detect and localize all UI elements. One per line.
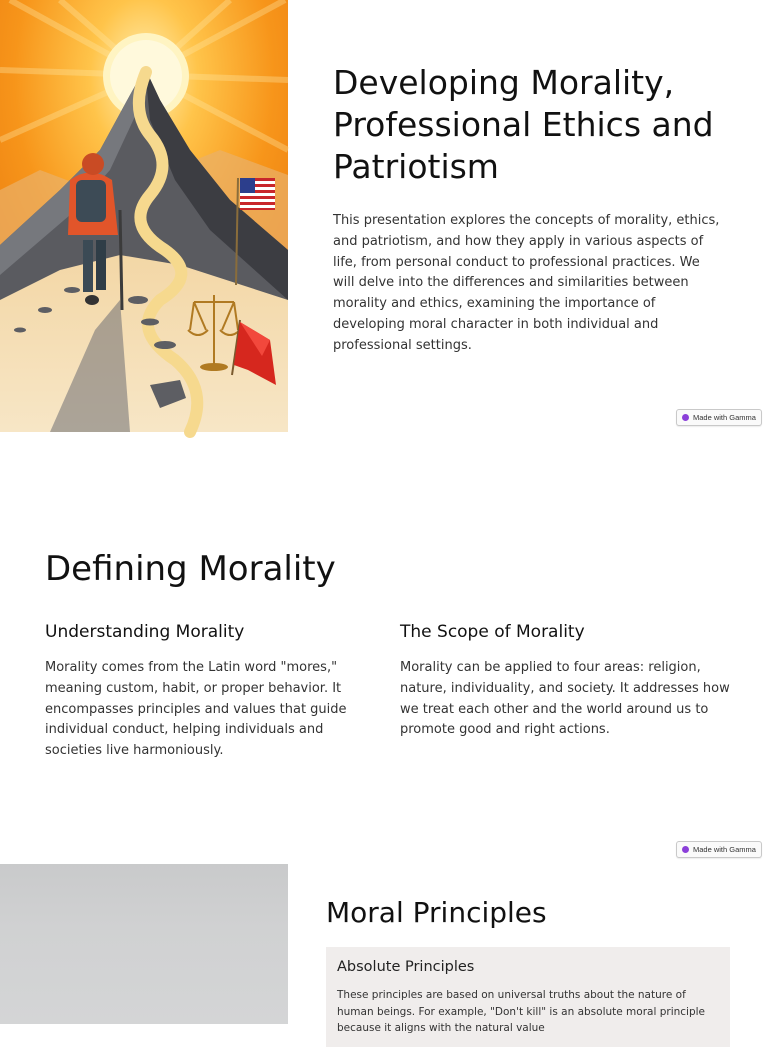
column-text-understanding: Morality comes from the Latin word "mores," meaning custom, habit, or proper behavior. It encompasses principles and values that guide individual conduct, helping individuals and societies live harmoniously. xyxy=(45,660,347,759)
column-heading-scope: The Scope of Morality xyxy=(400,622,585,642)
badge-label: Made with Gamma xyxy=(693,413,756,422)
slide1-description: This presentation explores the concepts of morality, ethics, and patriotism, and how they apply in various aspects of life, from personal conduct to professional practices. We will delve into the differences and similarities between morality and ethics, examining the importance of developing moral character in both individual and professional settings. xyxy=(333,213,720,353)
gamma-logo-icon xyxy=(682,846,689,853)
column-heading-understanding: Understanding Morality xyxy=(45,622,245,642)
gamma-logo-icon xyxy=(682,414,689,421)
card-heading: Absolute Principles xyxy=(337,959,475,975)
slide1-title: Developing Morality, Professional Ethics and Patriotism xyxy=(333,63,714,186)
slide3-photo xyxy=(0,864,288,1024)
absolute-principles-card xyxy=(326,947,730,1047)
slide2-title: Defining Morality xyxy=(45,549,336,589)
made-with-gamma-badge[interactable] xyxy=(676,841,762,858)
made-with-gamma-badge[interactable] xyxy=(676,409,762,426)
mountain-hiker-illustration xyxy=(0,0,288,432)
badge-label: Made with Gamma xyxy=(693,845,756,854)
slide3-title: Moral Principles xyxy=(326,896,547,929)
column-text-scope: Morality can be applied to four areas: religion, nature, individuality, and society. It addresses how we treat each other and the world around us to promote good and right actions. xyxy=(400,660,730,738)
card-text: These principles are based on universal truths about the nature of human beings. For example, "Don't kill" is an absolute moral principle because it aligns with the natural value xyxy=(337,989,705,1034)
